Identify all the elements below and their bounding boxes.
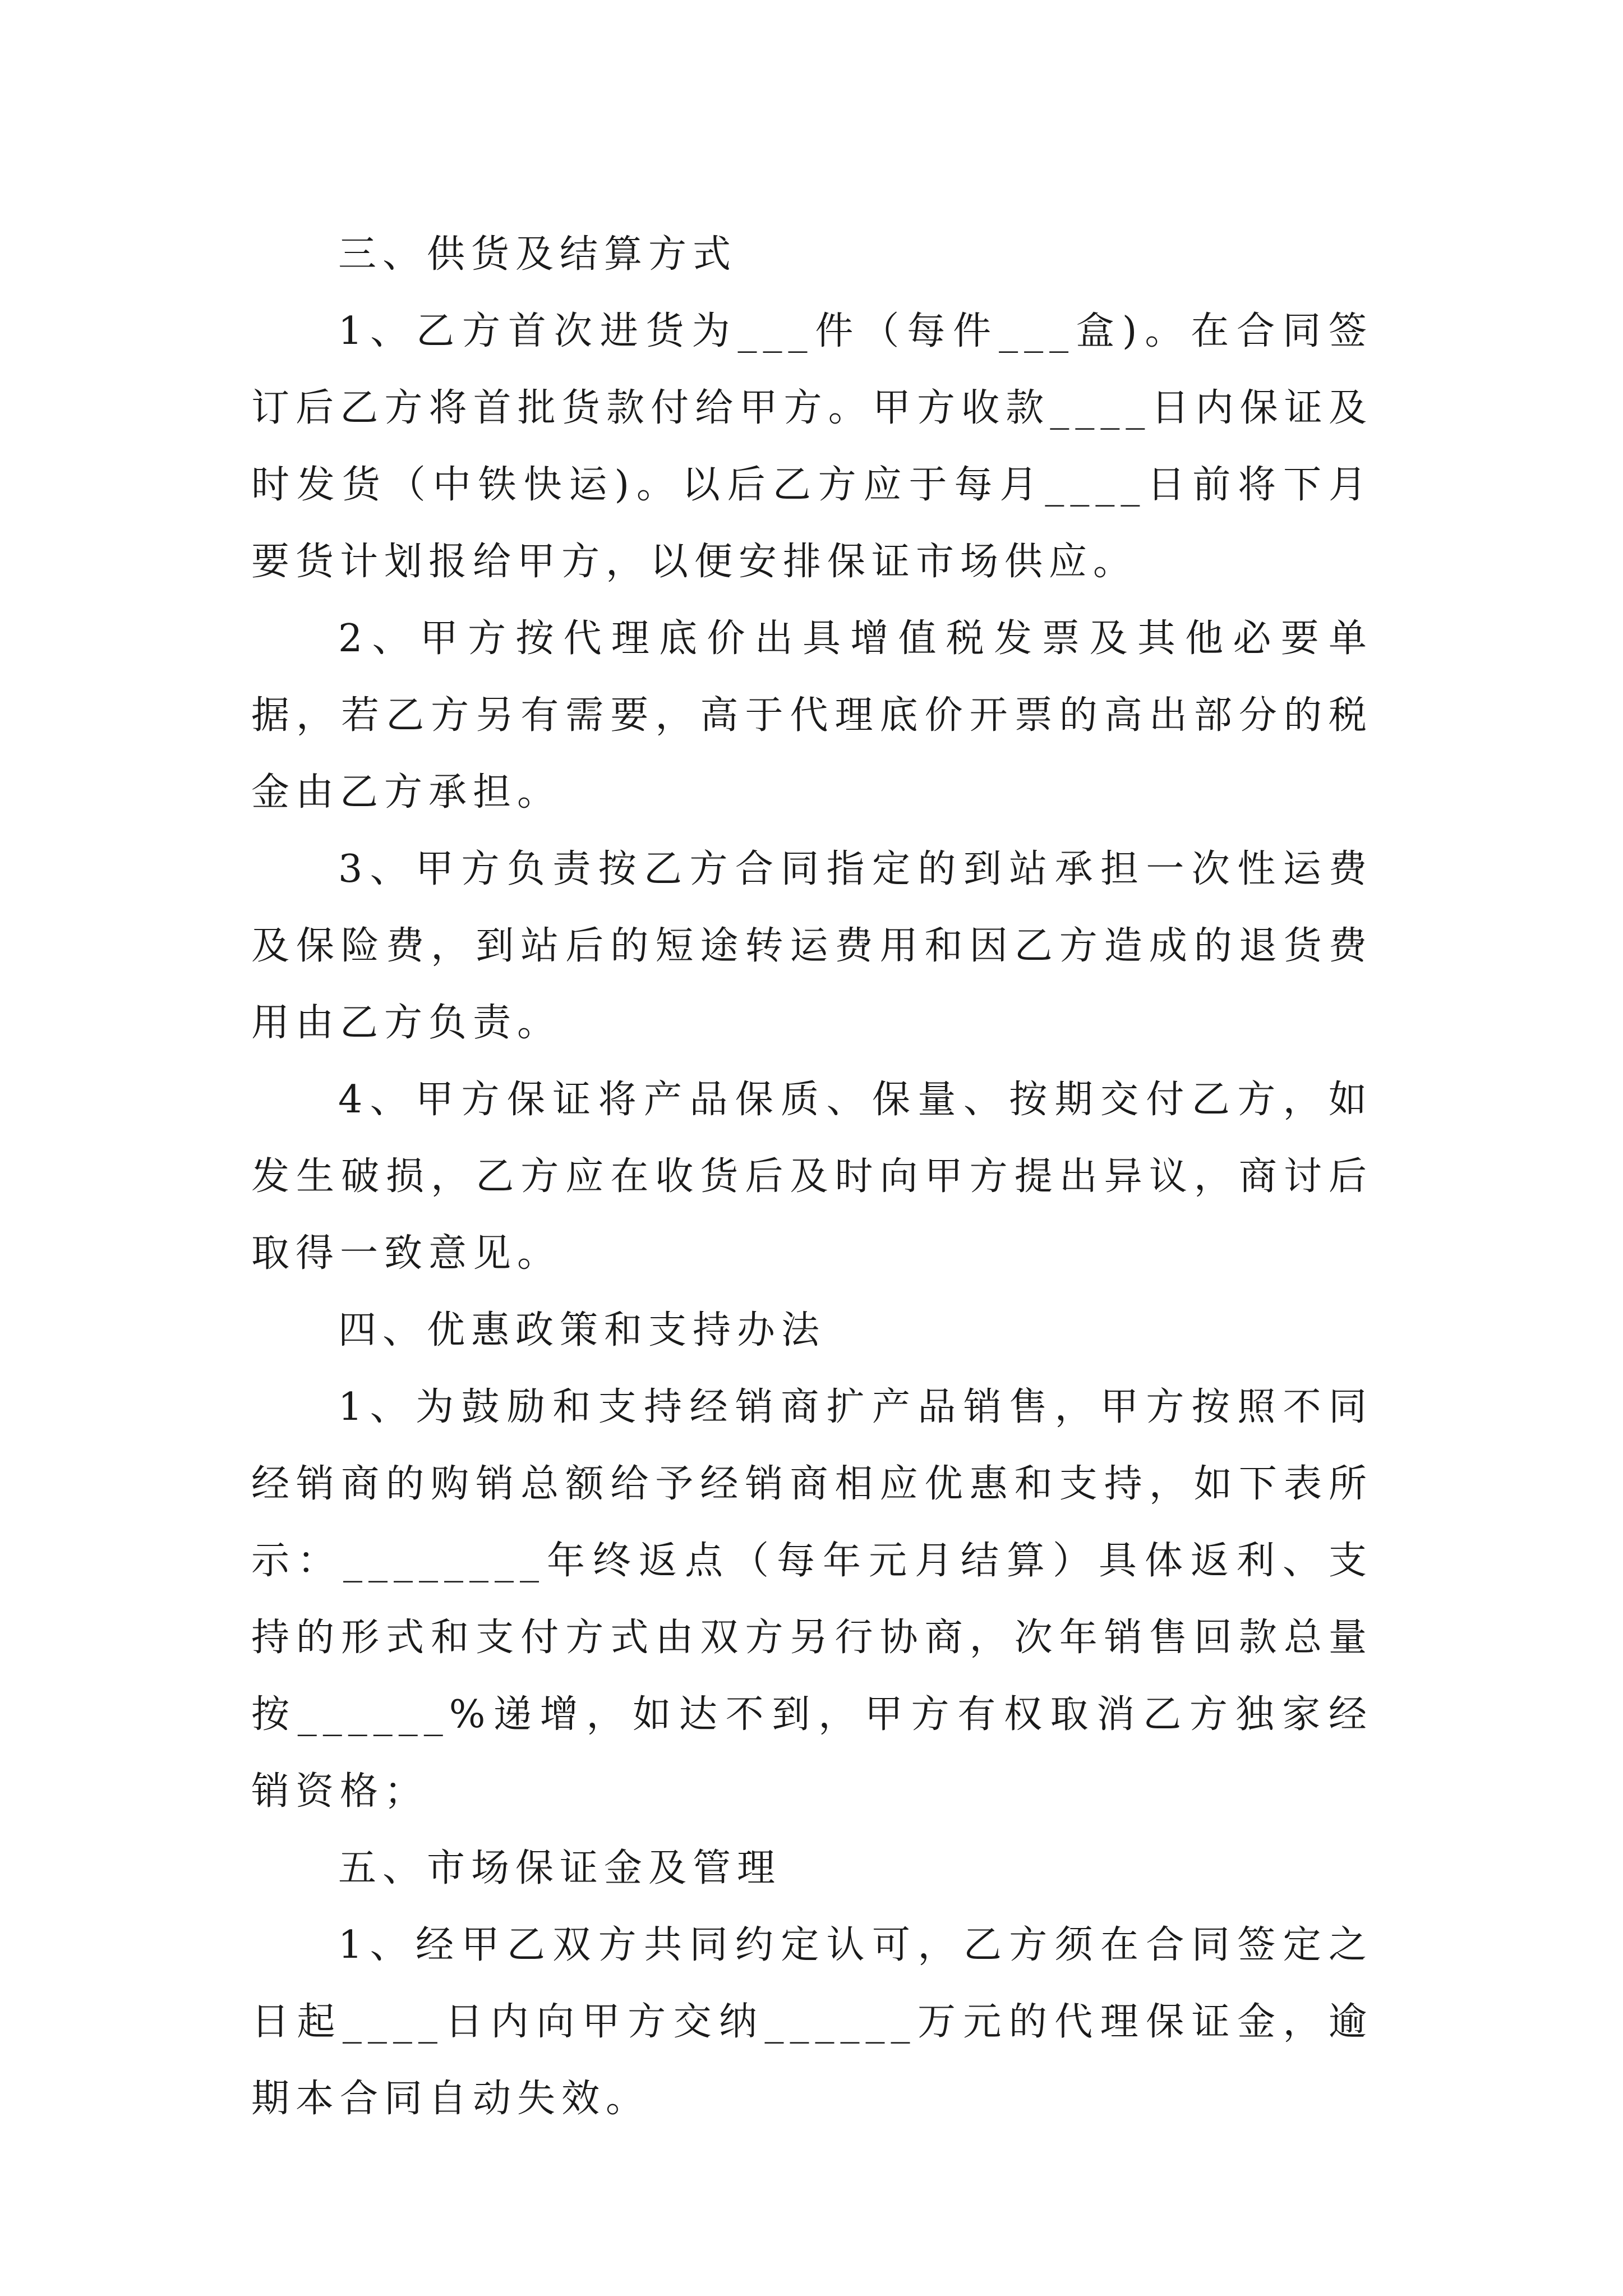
- paragraph-deposit-1: 1、经甲乙双方共同约定认可，乙方须在合同签定之日起____日内向甲方交纳______万元的代理保证金，逾期本合同自动失效。: [251, 1923, 1373, 2121]
- document-body: [251, 216, 1373, 2137]
- section-heading-deposit: 五、市场保证金及管理: [338, 1846, 782, 1890]
- paragraph-supply-2: 2、甲方按代理底价出具增值税发票及其他必要单据，若乙方另有需要，高于代理底价开票的高出部分的税金由乙方承担。: [251, 616, 1373, 815]
- paragraph-supply-3: 3、甲方负责按乙方合同指定的到站承担一次性运费及保险费，到站后的短途转运费用和因乙方造成的退货费用由乙方负责。: [251, 847, 1373, 1045]
- paragraph-supply-1: 1、乙方首次进货为___件（每件___盒)。在合同签订后乙方将首批货款付给甲方。甲方收款____日内保证及时发货（中铁快运)。以后乙方应于每月____日前将下月要货计划报给甲方，以便安排保证市场供应。: [251, 309, 1373, 584]
- section-heading-incentives: 四、优惠政策和支持办法: [338, 1308, 826, 1352]
- section-heading-supply: 三、供货及结算方式: [338, 232, 737, 277]
- paragraph-incentives-1: 1、为鼓励和支持经销商扩产品销售，甲方按照不同经销商的购销总额给予经销商相应优惠和支持，如下表所示：________年终返点（每年元月结算）具体返利、支持的形式和支付方式由双方另行协商，次年销售回款总量按______%递增，如达不到，甲方有权取消乙方独家经销资格；: [251, 1385, 1373, 1814]
- paragraph-supply-4: 4、甲方保证将产品保质、保量、按期交付乙方，如发生破损，乙方应在收货后及时向甲方提出异议，商讨后取得一致意见。: [251, 1078, 1373, 1276]
